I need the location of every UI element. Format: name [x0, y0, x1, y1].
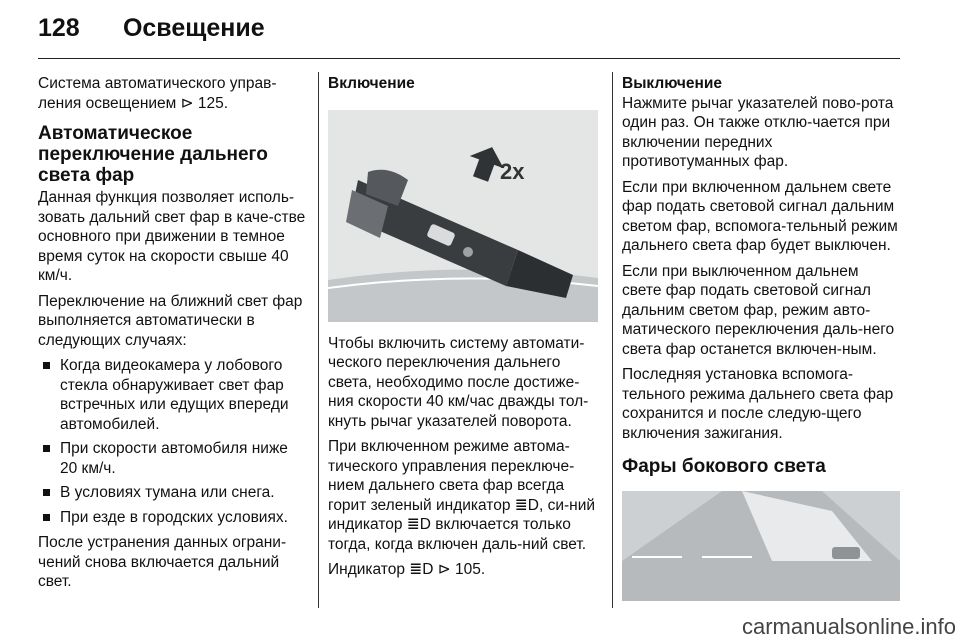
page-title: Освещение: [122, 14, 265, 42]
paragraph: Если при выключенном дальнем свете фар подать световой сигнал дальним светом фар, режим авто-матического переключения даль-него света фар останется включен-ным.: [622, 262, 895, 358]
page-header: [38, 14, 265, 43]
column-3: [622, 74, 902, 601]
column-1: [38, 74, 308, 598]
paragraph: Если при включенном дальнем свете фар подать световой сигнал дальним светом фар, вспомога-тельный режим дальнего света фар будет выключен.: [622, 178, 898, 254]
bullet-list: [38, 356, 308, 527]
column-divider: [318, 72, 319, 608]
list-item: В условиях тумана или снега.: [38, 483, 308, 503]
paragraph: Индикатор ≣D ⊳ 105.: [328, 561, 486, 578]
paragraph: После устранения данных ограни-чений снова включается дальний свет.: [38, 534, 287, 590]
watermark: carmanualsonline.info: [741, 614, 956, 639]
list-item: При скорости автомобиля ниже 20 км/ч.: [38, 439, 308, 478]
column-2: [328, 74, 604, 586]
paragraph: Последняя установка вспомога-тельного режима дальнего света фар сохранится и после следую-щего включения зажигания.: [622, 366, 894, 442]
lever-drawing: [328, 110, 598, 322]
paragraph: Чтобы включить систему автомати-ческого переключения дальнего света, необходимо после достиже-ния скорости 40 км/час дважды тол-кнуть рычаг указателей поворота.: [328, 334, 589, 430]
column-divider: [612, 72, 613, 608]
section-heading-cornering-lights: Фары бокового света: [622, 456, 826, 477]
page-number: 128: [38, 14, 80, 42]
paragraph: При включенном режиме автома-тического управления переключе-нием дальнего света фар всегда горит зеленый индикатор ≣D, си-ний индикатор ≣D включается только тогда, когда включен даль-ний свет.: [328, 438, 596, 553]
lever-illustration: [328, 110, 598, 322]
paragraph: Данная функция позволяет исполь-зовать дальний свет фар в каче-стве основного при движении в темное время суток на скорости свыше 40 км/ч.: [38, 189, 306, 284]
subheading-activation: Включение: [328, 75, 415, 92]
paragraph: Переключение на ближний свет фар выполняется автоматически в следующих случаях:: [38, 292, 303, 349]
road-drawing: [622, 491, 900, 601]
subheading-deactivation: Выключение: [622, 75, 723, 92]
list-item: Когда видеокамера у лобового стекла обнаруживает свет фар встречных или едущих впереди автомобилей.: [38, 356, 308, 434]
cornering-light-illustration: [622, 491, 900, 601]
intro-text: Система автоматического управ-ления освещением ⊳ 125.: [38, 75, 277, 112]
header-rule: [38, 58, 900, 59]
list-item: При езде в городских условиях.: [38, 508, 308, 528]
section-heading-auto-high-beam: Автоматическое переключение дальнего света фар: [38, 123, 268, 186]
paragraph: Нажмите рычаг указателей пово-рота один раз. Он также отклю-чается при включении передних противотуманных фар.: [622, 94, 894, 170]
push-twice-label: 2x: [500, 158, 525, 184]
